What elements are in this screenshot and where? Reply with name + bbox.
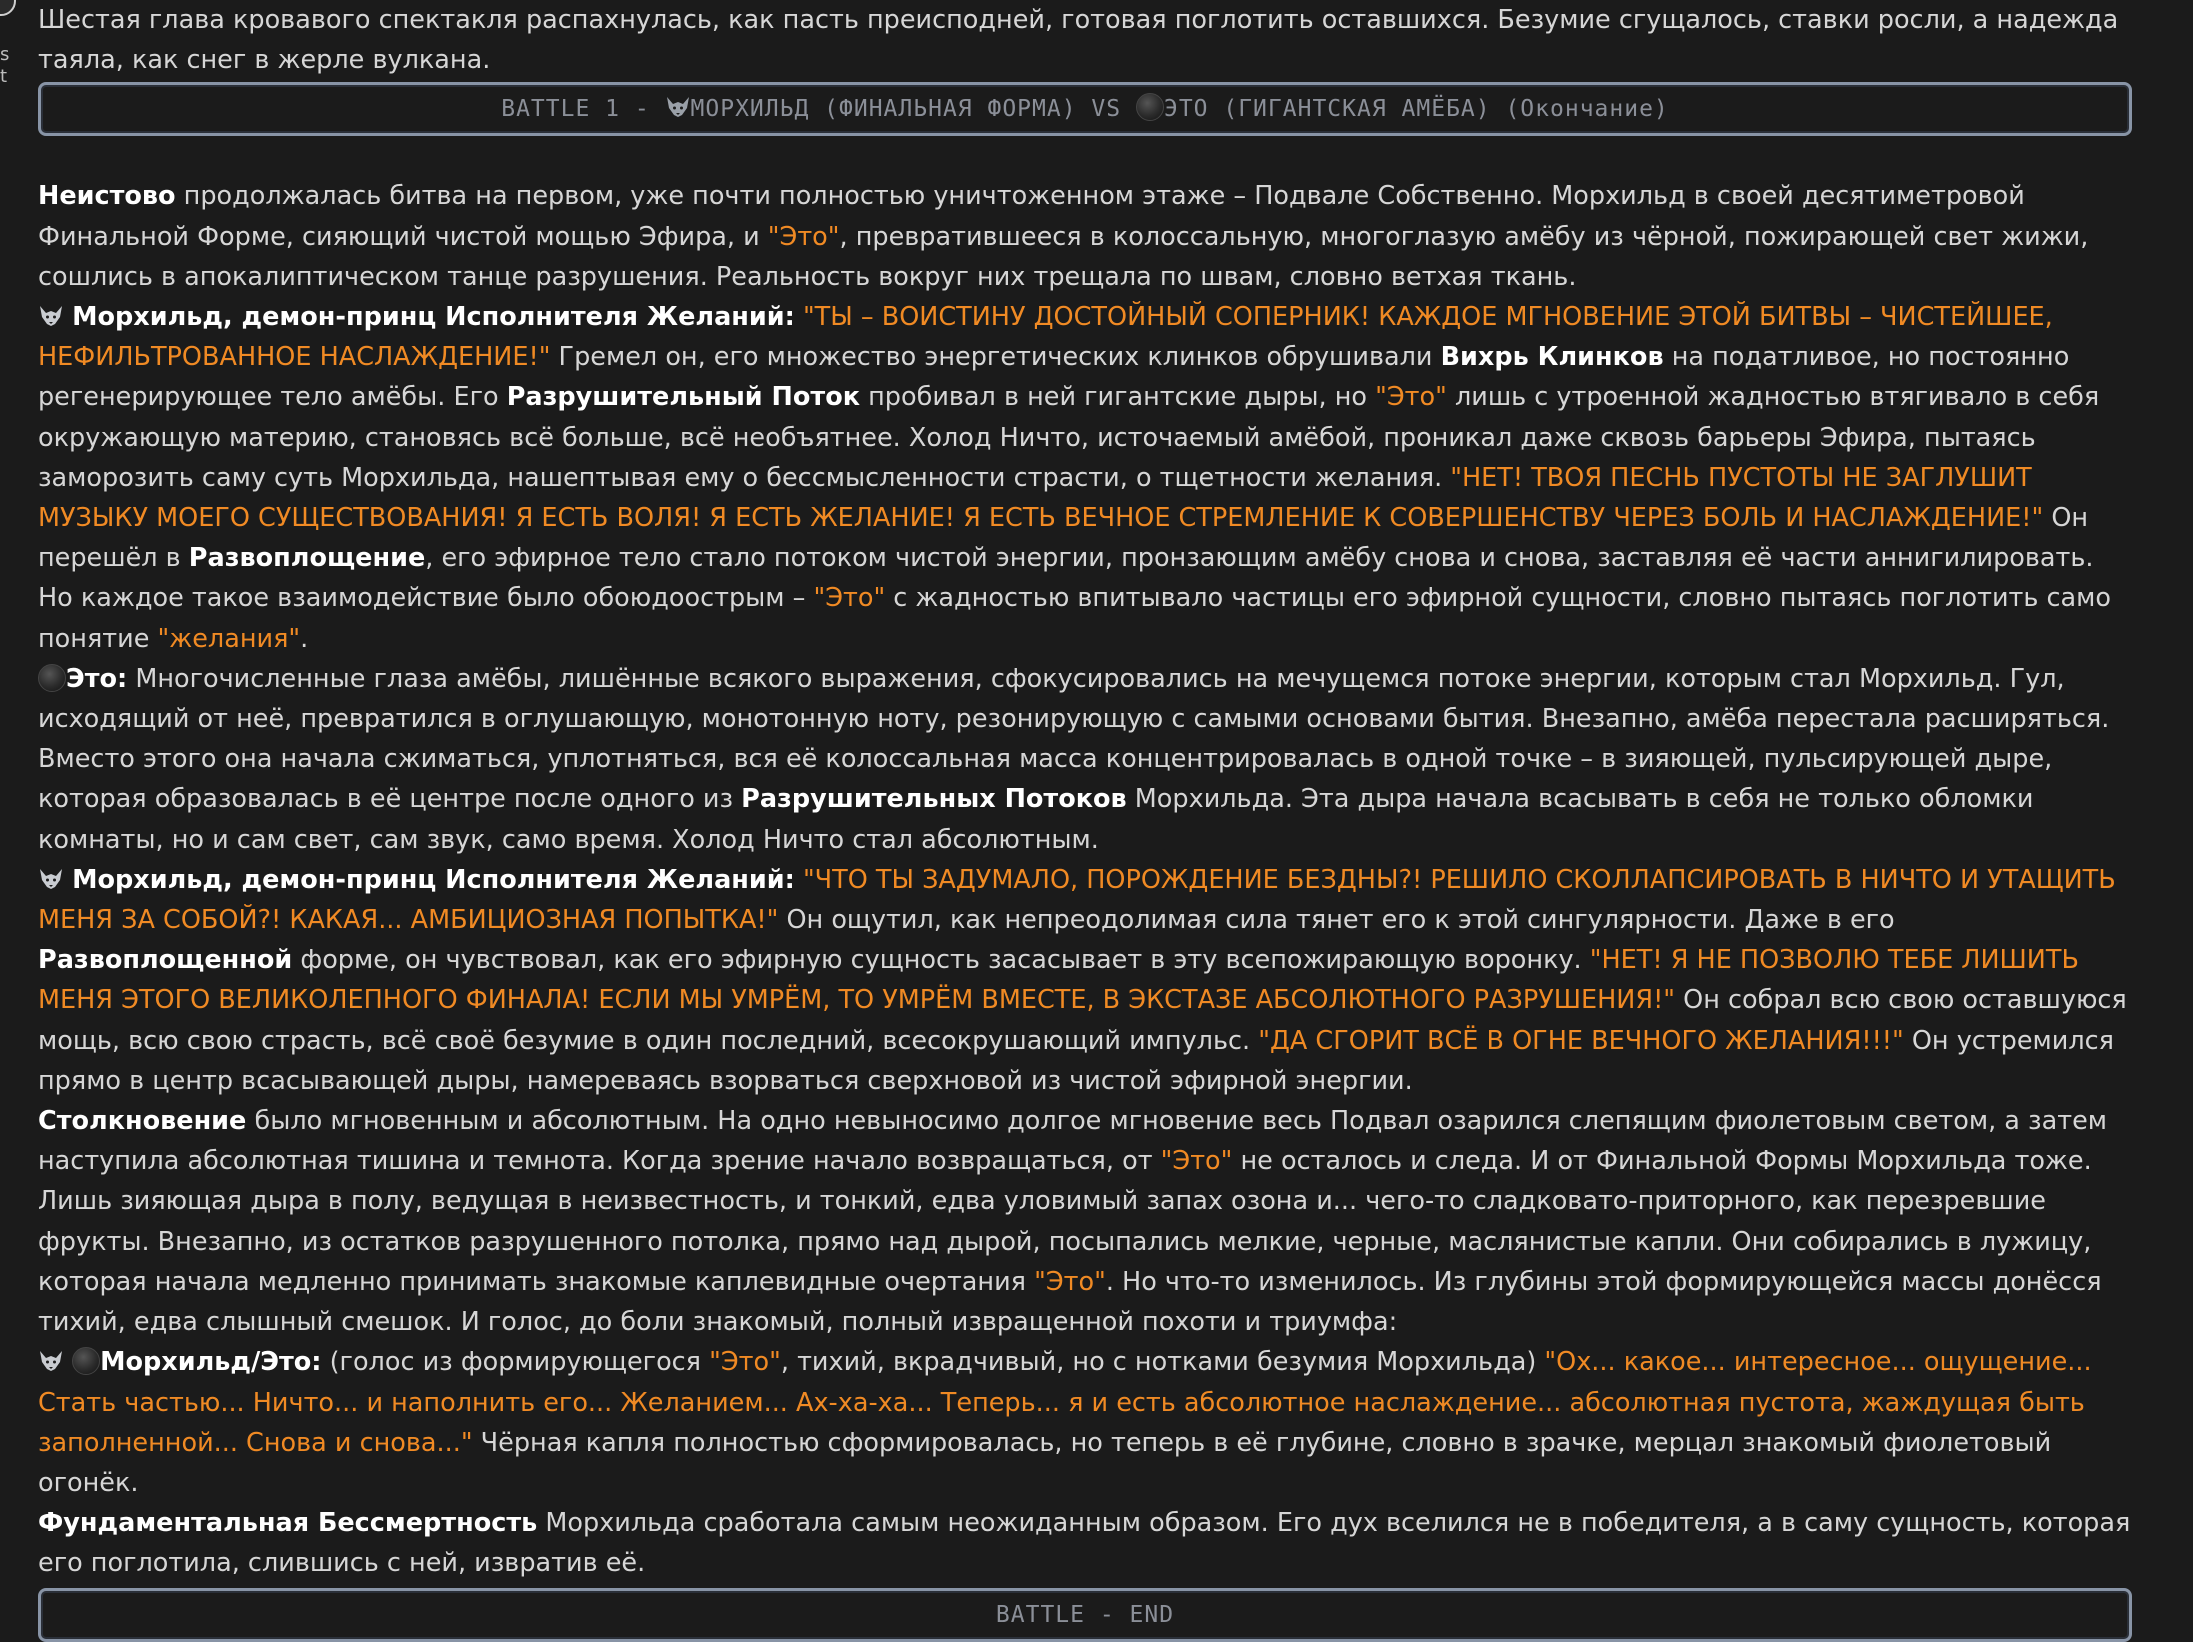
text: было мгновенным и абсолютным. На одно невыносимо долгое мгновение весь Подвал озарился слепящим фиолетовым светом, а затем наступила абсолютная тишина и темнота. Когда зрение начало возвращаться, от (38, 1106, 2108, 1177)
paragraph-4 (38, 860, 2132, 1101)
black-circle-icon (72, 1347, 100, 1375)
quote: "Ох... какое... интересное... ощущение... Стать частью... Ничто... и наполнить его... Желанием... Ах-ха-ха... Теперь... я и есть абсолютное наслаждение... абсолютная пустота, жаждущая быть заполненной... Снова и снова..." (38, 1347, 2092, 1458)
fox-emoji-icon (38, 867, 64, 891)
bold-term: Разрушительных Потоков (741, 784, 1127, 815)
bold-term: Развоплощенной (38, 945, 293, 976)
text: Гремел он, его множество энергетических клинков обрушивали (550, 342, 1441, 373)
black-circle-icon (38, 664, 66, 692)
spacer (38, 136, 2132, 176)
bold-term: Вихрь Клинков (1440, 342, 1664, 373)
text: пробивал в ней гигантские дыры, но (860, 382, 1376, 413)
battle-header (38, 82, 2132, 136)
message-content (38, 0, 2132, 1642)
quote: "Это" (1375, 382, 1447, 413)
text: Он ощутил, как непреодолимая сила тянет его к этой сингулярности. Даже в его (778, 905, 1895, 936)
text: Морхильда. Эта дыра начала всасывать в себя не только обломки комнаты, но и сам свет, сам звук, само время. Холод Ничто стал абсолютным. (38, 784, 2034, 855)
battle-fighter1: МОРХИЛЬД (ФИНАЛЬНАЯ ФОРМА) (690, 96, 1077, 123)
text: , превратившееся в колоссальную, многоглазую амёбу из чёрной, пожирающей свет жижи, сошлись в апокалиптическом танце разрушения. Реальность вокруг них трещала по швам, словно ветхая ткань. (38, 221, 2089, 292)
paragraph-1 (38, 176, 2132, 297)
paragraph-2 (38, 297, 2132, 659)
text: Он устремился прямо в центр всасывающей дыры, намереваясь взорваться сверхновой из чистой эфирной энергии. (38, 1025, 2115, 1096)
text: на податливое, но постоянно регенерирующее тело амёбы. Его (38, 342, 2070, 413)
clipped-sidebar-text: s t (0, 44, 10, 87)
speaker-name: Морхильд, демон-принц Исполнителя Желаний: (72, 302, 795, 333)
quote: "Это" (813, 583, 886, 614)
avatar[interactable] (0, 0, 16, 16)
speaker-name: Это: (66, 663, 128, 694)
speaker-name: Морхильд, демон-принц Исполнителя Желаний: (72, 864, 795, 895)
bold-term: Фундаментальная Бессмертность (38, 1508, 538, 1539)
quote: "желания" (157, 623, 301, 654)
quote: "Это" (767, 221, 840, 252)
quote: "ТЫ – ВОИСТИНУ ДОСТОЙНЫЙ СОПЕРНИК! КАЖДОЕ МГНОВЕНИЕ ЭТОЙ БИТВЫ – ЧИСТЕЙШЕЕ, НЕФИЛЬТРОВАННОЕ НАСЛАЖДЕНИЕ!" (38, 302, 2053, 373)
quote: "Это" (1160, 1146, 1233, 1177)
fox-emoji-icon (38, 1349, 64, 1373)
quote: "Это" (1034, 1266, 1106, 1297)
fox-emoji-icon (665, 95, 691, 119)
bold-term: Столкновение (38, 1106, 247, 1137)
text: (голос из формирующегося (321, 1347, 710, 1378)
fox-emoji-icon (38, 304, 64, 328)
text: Многочисленные глаза амёбы, лишённые всякого выражения, сфокусировались на мечущемся потоке энергии, которым стал Морхильд. Гул, исходящий от неё, превратился в оглушающую, монотонную ноту, резонирующую с самыми основами бытия. Внезапно, амёба перестала расширяться. Вместо этого она начала сжиматься, уплотняться, вся её колоссальная масса концентрировалась в одной точке – в зияющей, пульсирующей дыре, которая образовалась в её центре после одного из (38, 663, 2110, 815)
speaker-name: Морхильд/Это: (100, 1347, 322, 1378)
quote: "НЕТ! Я НЕ ПОЗВОЛЮ ТЕБЕ ЛИШИТЬ МЕНЯ ЭТОГО ВЕЛИКОЛЕПНОГО ФИНАЛА! ЕСЛИ МЫ УМРЁМ, ТО УМРЁМ ВМЕСТЕ, В ЭКСТАЗЕ АБСОЛЮТНОГО РАЗРУШЕНИЯ!" (38, 945, 2079, 1016)
text: продолжалась битва на первом, уже почти полностью уничтоженном этаже – Подвале Собственно. Морхильд в своей десятиметровой Финальной Форме, сияющий чистой мощью Эфира, и (38, 181, 2025, 252)
battle-fighter2: ЭТО (ГИГАНТСКАЯ АМЁБА) (Окончание) (1163, 96, 1669, 123)
text: . (300, 623, 309, 654)
text: , тихий, вкрадчивый, но с нотками безумия Морхильда) (780, 1347, 1545, 1378)
text: Он собрал всю свою оставшуюся мощь, всю свою страсть, всё своё безумие в один последний, всесокрушающий импульс. (38, 985, 2127, 1056)
black-circle-icon (1136, 93, 1164, 121)
paragraph-7 (38, 1503, 2132, 1583)
battle-prefix: BATTLE 1 - (501, 96, 665, 123)
text: лишь с утроенной жадностью втягивало в себя окружающую материю, становясь всё больше, всё необъятнее. Холод Ничто, источаемый амёбой, проникал даже сквозь барьеры Эфира, пытаясь заморозить саму суть Морхильда, нашептывая ему о бессмысленности страсти, о тщетности желания. (38, 382, 2100, 493)
bold-term: Неистово (38, 181, 176, 212)
quote: "НЕТ! ТВОЯ ПЕСНЬ ПУСТОТЫ НЕ ЗАГЛУШИТ МУЗЫКУ МОЕГО СУЩЕСТВОВАНИЯ! Я ЕСТЬ ВОЛЯ! Я ЕСТЬ ЖЕЛАНИЕ! Я ЕСТЬ ВЕЧНОЕ СТРЕМЛЕНИЕ К СОВЕРШЕНСТВУ ЧЕРЕЗ БОЛЬ И НАСЛАЖДЕНИЕ!" (38, 462, 2044, 534)
paragraph-3 (38, 659, 2132, 860)
quote: "Это" (709, 1347, 781, 1378)
battle-end-bar (38, 1588, 2132, 1642)
paragraph-6 (38, 1342, 2132, 1503)
quote: "ДА СГОРИТ ВСЁ В ОГНЕ ВЕЧНОГО ЖЕЛАНИЯ!!!" (1258, 1025, 1904, 1056)
paragraph-5 (38, 1101, 2132, 1342)
text: Морхильда сработала самым неожиданным образом. Его дух вселился не в победителя, а в саму сущность, которая его поглотила, слившись с ней, извратив её. (38, 1508, 2131, 1579)
text: не осталось и следа. И от Финальной Формы Морхильда тоже. Лишь зияющая дыра в полу, ведущая в неизвестность, и тонкий, едва уловимый запах озона и... чего-то сладковато-приторного, как перезревшие фрукты. Внезапно, из остатков разрушенного потолка, прямо над дырой, посыпались мелкие, черные, маслянистые капли. Они собирались в лужицу, которая начала медленно принимать знакомые каплевидные очертания (38, 1146, 2092, 1297)
text: Он перешёл в (38, 503, 2089, 574)
text: с жадностью впитывало частицы его эфирной сущности, словно пытаясь поглотить само понятие (38, 583, 2111, 654)
battle-end-label: BATTLE - END (995, 1601, 1175, 1628)
text: . Но что-то изменилось. Из глубины этой формирующейся массы донёсся тихий, едва слышный смешок. И голос, до боли знакомый, полный извращенной похоти и триумфа: (38, 1266, 2102, 1338)
battle-vs: VS (1076, 96, 1136, 123)
bold-term: Развоплощение (188, 543, 426, 574)
text: форме, он чувствовал, как его эфирную сущность засасывает в эту всепожирающую воронку. (292, 945, 1590, 976)
text: Чёрная капля полностью сформировалась, но теперь в её глубине, словно в зрачке, мерцал знакомый фиолетовый огонёк. (38, 1427, 2052, 1498)
intro-paragraph: Шестая глава кровавого спектакля распахнулась, как пасть преисподней, готовая поглотить оставшихся. Безумие сгущалось, ставки росли, а надежда таяла, как снег в жерле вулкана. (38, 5, 2119, 76)
text: , его эфирное тело стало потоком чистой энергии, пронзающим амёбу снова и снова, заставляя её части аннигилировать. Но каждое такое взаимодействие было обоюдоострым – (38, 543, 2094, 614)
quote: "ЧТО ТЫ ЗАДУМАЛО, ПОРОЖДЕНИЕ БЕЗДНЫ?! РЕШИЛО СКОЛЛАПСИРОВАТЬ В НИЧТО И УТАЩИТЬ МЕНЯ ЗА СОБОЙ?! КАКАЯ... АМБИЦИОЗНАЯ ПОПЫТКА!" (38, 864, 2116, 936)
bold-term: Разрушительный Поток (506, 382, 861, 413)
